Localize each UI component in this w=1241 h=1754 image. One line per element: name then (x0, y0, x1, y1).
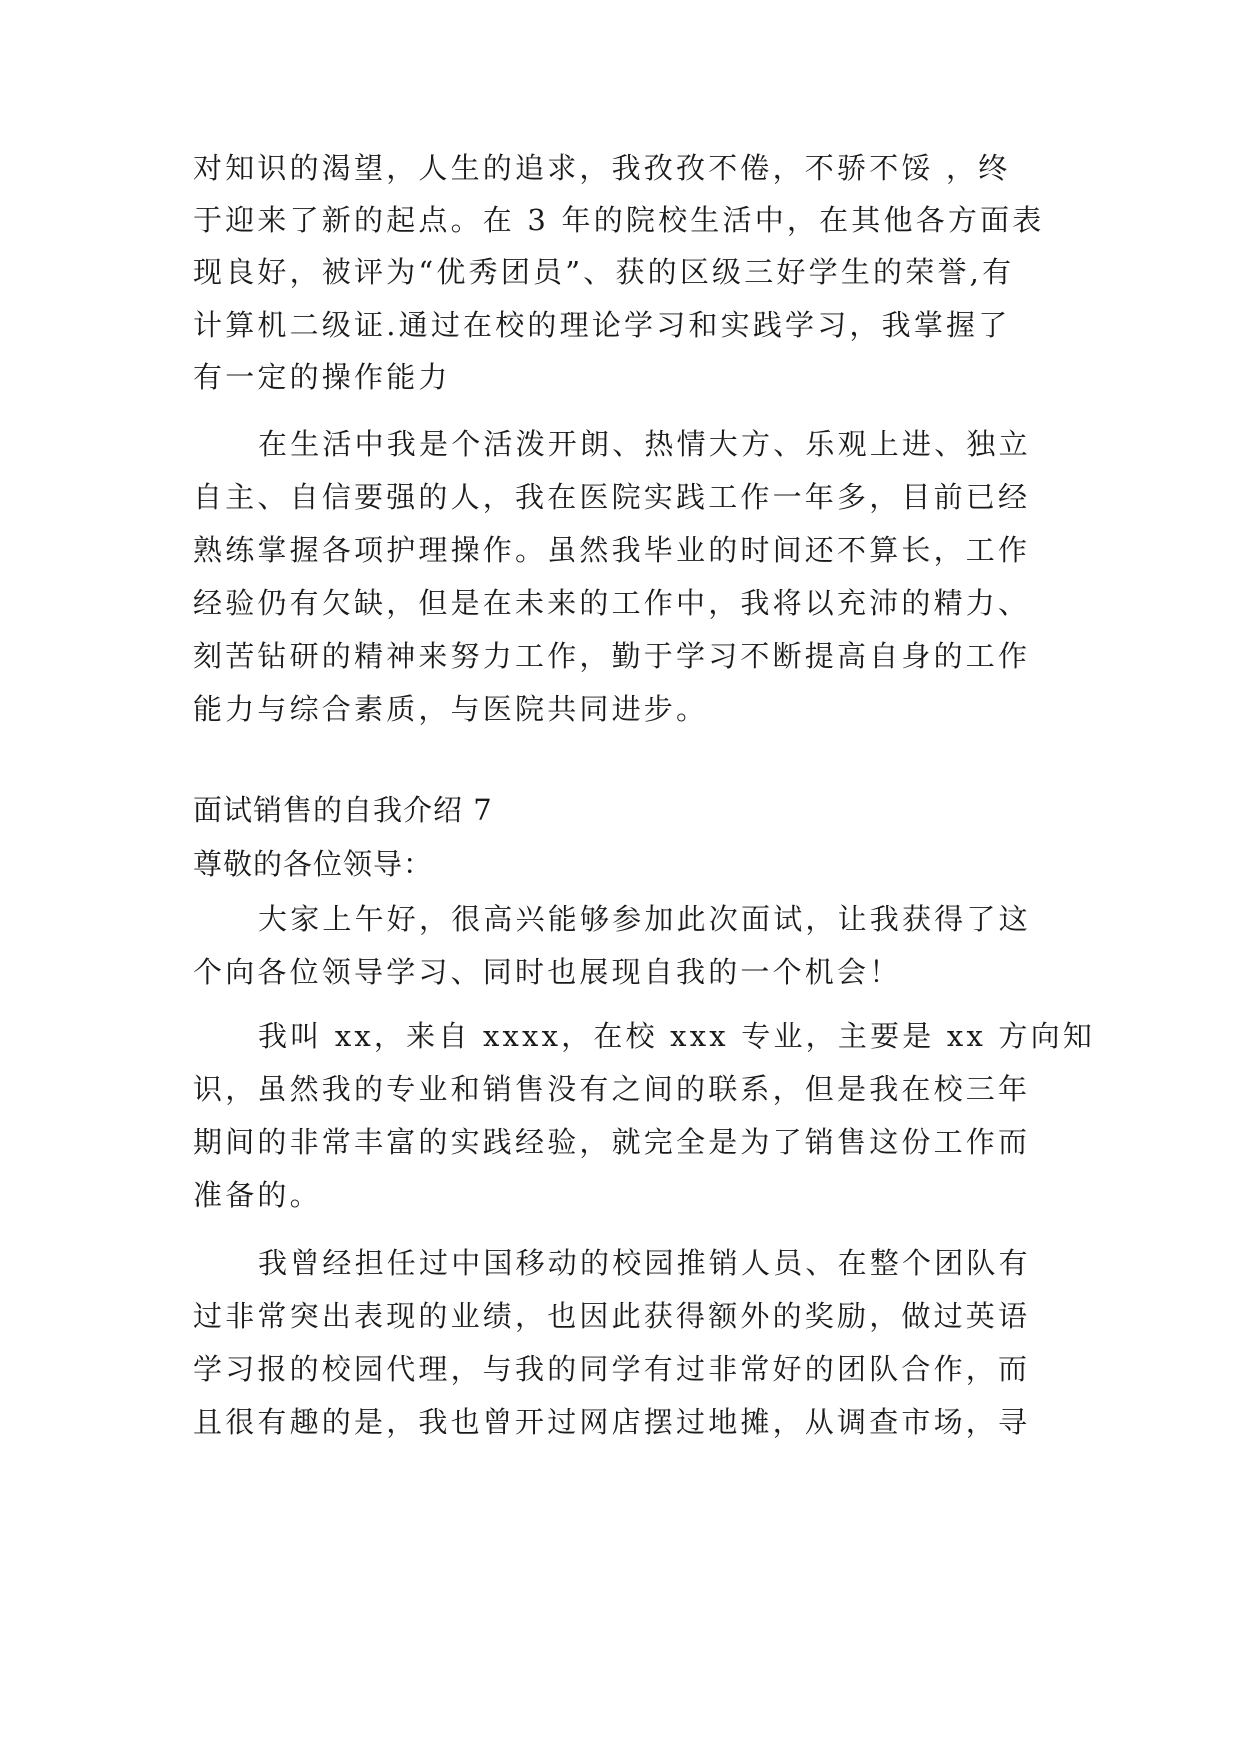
text-line: 过非常突出表现的业绩，也因此获得额外的奖励，做过英语 (193, 1299, 1031, 1333)
text-line: 刻苦钻研的精神来努力工作，勤于学习不断提高自身的工作 (193, 639, 1031, 673)
paragraph-first-line: 我曾经担任过中国移动的校园推销人员、在整个团队有 (258, 1246, 1031, 1280)
text-line: 准备的。 (193, 1178, 322, 1212)
text-line: 现良好，被评为“优秀团员”、获的区级三好学生的荣誉,有 (193, 255, 1015, 289)
text-line: 经验仍有欠缺，但是在未来的工作中，我将以充沛的精力、 (193, 586, 1031, 620)
text-line: 能力与综合素质，与医院共同进步。 (193, 692, 709, 726)
text-line: 有一定的操作能力 (193, 360, 451, 394)
greeting: 尊敬的各位领导： (193, 847, 434, 881)
section-heading: 面试销售的自我介绍 7 (193, 793, 493, 827)
paragraph-first-line: 大家上午好，很高兴能够参加此次面试，让我获得了这 (258, 902, 1031, 936)
text-line: 个向各位领导学习、同时也展现自我的一个机会！ (193, 955, 902, 989)
text-line: 熟练掌握各项护理操作。虽然我毕业的时间还不算长，工作 (193, 533, 1031, 567)
text-line: 且很有趣的是，我也曾开过网店摆过地摊，从调查市场，寻 (193, 1405, 1031, 1439)
text-line: 期间的非常丰富的实践经验，就完全是为了销售这份工作而 (193, 1125, 1031, 1159)
paragraph-first-line: 我叫 xx，来自 xxxx，在校 xxx 专业，主要是 xx 方向知 (258, 1019, 1096, 1053)
text-line: 对知识的渴望，人生的追求，我孜孜不倦，不骄不馁 ，终 (193, 151, 1011, 185)
text-line: 于迎来了新的起点。在 3 年的院校生活中，在其他各方面表 (193, 203, 1045, 237)
text-line: 计算机二级证.通过在校的理论学习和实践学习，我掌握了 (193, 308, 1011, 342)
text-line: 识，虽然我的专业和销售没有之间的联系，但是我在校三年 (193, 1072, 1031, 1106)
text-line: 自主、自信要强的人，我在医院实践工作一年多，目前已经 (193, 480, 1031, 514)
text-line: 学习报的校园代理，与我的同学有过非常好的团队合作，而 (193, 1352, 1031, 1386)
paragraph-first-line: 在生活中我是个活泼开朗、热情大方、乐观上进、独立 (258, 427, 1031, 461)
